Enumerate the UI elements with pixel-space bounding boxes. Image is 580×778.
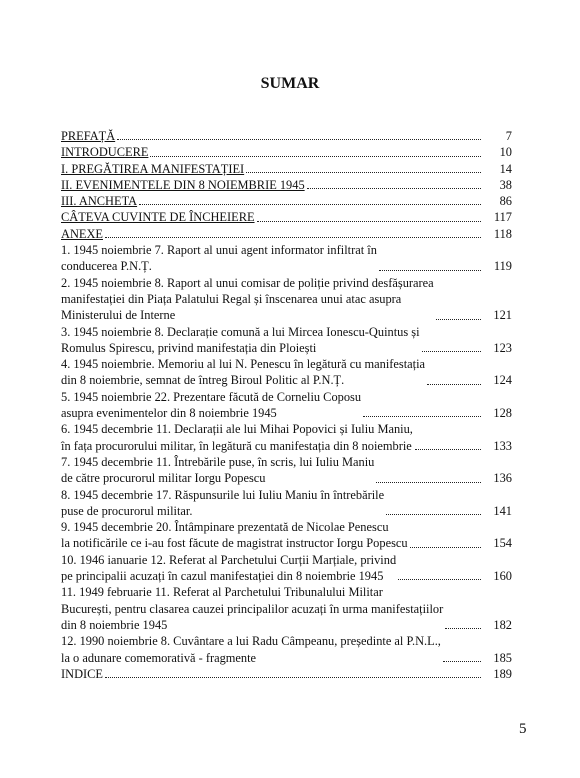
toc-entry-line: 1. 1945 noiembrie 7. Raport al unui agent informator infiltrat în	[61, 243, 377, 258]
toc-entry-title	[61, 242, 377, 275]
toc-entry-title	[61, 454, 374, 487]
toc-entry-line: 8. 1945 decembrie 17. Răspunsurile lui Iuliu Maniu în întrebările	[61, 487, 385, 502]
toc-entry-title	[61, 275, 434, 324]
toc-entry	[61, 193, 512, 209]
toc-page-number: 7	[505, 129, 512, 143]
toc-page-number: 185	[493, 650, 512, 665]
toc-entry-text	[61, 584, 482, 633]
toc-entry-title	[61, 161, 244, 177]
dot-leader	[398, 579, 481, 580]
toc-page-number: 189	[493, 666, 512, 681]
toc-entry-title	[61, 421, 413, 454]
toc-entry-text	[61, 389, 482, 422]
dot-leader	[105, 677, 481, 678]
toc-page-number: 128	[493, 406, 512, 421]
toc-page-number: 118	[493, 226, 512, 241]
toc-entry	[61, 487, 512, 520]
dot-leader	[376, 482, 481, 483]
toc-entry-line: Romulus Spirescu, privind manifestația din Ploiești	[61, 340, 317, 355]
toc-entry-line: 2. 1945 noiembrie 8. Raport al unui comisar de poliție privind desfășurarea	[61, 275, 434, 290]
toc-entry	[61, 552, 512, 585]
toc-page-number: 133	[493, 438, 512, 453]
dot-leader	[422, 351, 481, 352]
toc-entry	[61, 177, 512, 193]
toc-entry	[61, 144, 512, 160]
page-title: SUMAR	[260, 75, 320, 92]
toc-entry-line: 3. 1945 noiembrie 8. Declarație comună a lui Mircea Ionescu-Quintus și	[61, 324, 420, 339]
toc-entry-text	[61, 275, 482, 324]
toc-entry	[61, 209, 512, 225]
toc-page-number: 121	[493, 308, 512, 323]
toc-entry-title	[61, 324, 420, 357]
toc-entry-title	[61, 177, 305, 193]
toc-entry	[61, 519, 512, 552]
toc-entry-line: puse de procurorul militar.	[61, 503, 193, 518]
toc-page-number: 38	[499, 177, 512, 192]
toc-entry-line: 5. 1945 noiembrie 22. Prezentare făcută de Corneliu Coposu	[61, 389, 362, 404]
dot-leader	[436, 319, 481, 320]
toc-page-number: 141	[493, 503, 512, 518]
toc-entry-line: PREFAȚĂ	[61, 129, 116, 143]
toc-entry-line: conducerea P.N.Ț.	[61, 259, 152, 274]
dot-leader	[117, 139, 481, 140]
toc-entry-line: INTRODUCERE	[61, 145, 149, 160]
toc-entry-text	[61, 666, 482, 682]
toc-page-number: 117	[493, 210, 512, 225]
toc-entry-text	[61, 519, 482, 552]
toc-page-number: 182	[493, 617, 512, 632]
toc-entry	[61, 161, 512, 177]
toc-entry	[61, 454, 512, 487]
toc-entry-text	[61, 128, 482, 144]
toc-entry-line: la notificările ce i-au fost făcute de magistrat instructor Iorgu Popescu	[61, 536, 408, 551]
toc-entry-text	[61, 193, 482, 209]
toc-entry-line: 7. 1945 decembrie 11. Întrebările puse, în scris, lui Iuliu Maniu	[61, 454, 375, 469]
table-of-contents	[61, 128, 512, 682]
toc-entry-line: din 8 noiembrie, semnat de întreg Biroul Politic al P.N.Ț.	[61, 373, 345, 388]
toc-entry-line: în fața procurorului militar, în legătură cu manifestația din 8 noiembrie	[61, 438, 412, 453]
toc-entry	[61, 584, 512, 633]
toc-entry-line: 9. 1945 decembrie 20. Întâmpinare prezentată de Nicolae Penescu	[61, 520, 389, 535]
toc-entry-title	[61, 519, 408, 552]
dot-leader	[443, 661, 481, 662]
dot-leader	[150, 156, 481, 157]
toc-entry-line: I. PREGĂTIREA MANIFESTAȚIEI	[61, 161, 245, 176]
toc-entry-title	[61, 389, 361, 422]
toc-entry-title	[61, 144, 148, 160]
toc-entry-line: de către procurorul militar Iorgu Popescu	[61, 471, 266, 486]
toc-entry-text	[61, 356, 482, 389]
toc-entry-line: ANEXE	[61, 226, 103, 241]
toc-entry	[61, 324, 512, 357]
toc-entry	[61, 356, 512, 389]
toc-entry-text	[61, 161, 482, 177]
toc-page-number: 14	[499, 161, 512, 176]
toc-entry-title	[61, 226, 103, 242]
toc-entry-title	[61, 666, 103, 682]
toc-entry	[61, 421, 512, 454]
dot-leader	[363, 416, 481, 417]
toc-page-number: 154	[493, 536, 512, 551]
toc-entry	[61, 226, 512, 242]
toc-entry-text	[61, 552, 482, 585]
toc-entry-line: III. ANCHETA	[61, 194, 138, 209]
toc-entry-text	[61, 226, 482, 242]
toc-entry-text	[61, 487, 482, 520]
toc-entry-line: 11. 1949 februarie 11. Referat al Parchetului Tribunalului Militar	[61, 585, 383, 600]
dot-leader	[307, 188, 481, 189]
toc-entry	[61, 275, 512, 324]
dot-leader	[415, 449, 481, 450]
toc-entry	[61, 666, 512, 682]
toc-entry-line: pe principalii acuzați în cazul manifestației din 8 noiembrie 1945	[61, 569, 384, 584]
page-number: 5	[519, 721, 527, 737]
toc-entry-text	[61, 144, 482, 160]
toc-entry-text	[61, 242, 482, 275]
toc-entry-line: II. EVENIMENTELE DIN 8 NOIEMBRIE 1945	[61, 177, 305, 192]
toc-page-number: 119	[493, 259, 512, 274]
toc-entry-title	[61, 487, 384, 520]
toc-entry-line: asupra evenimentelor din 8 noiembrie 1945	[61, 406, 277, 421]
dot-leader	[246, 172, 481, 173]
toc-entry-title	[61, 633, 441, 666]
toc-entry-line: 4. 1945 noiembrie. Memoriu al lui N. Penescu în legătură cu manifestația	[61, 357, 426, 372]
toc-entry-line: CÂTEVA CUVINTE DE ÎNCHEIERE	[61, 210, 255, 225]
toc-entry-text	[61, 209, 482, 225]
toc-page-number: 86	[499, 194, 512, 209]
dot-leader	[410, 547, 481, 548]
toc-entry-title	[61, 209, 255, 225]
dot-leader	[379, 270, 481, 271]
toc-entry-title	[61, 356, 425, 389]
toc-entry-text	[61, 454, 482, 487]
dot-leader	[386, 514, 481, 515]
toc-entry-line: INDICE	[61, 666, 103, 681]
toc-page-number: 123	[493, 340, 512, 355]
toc-entry	[61, 242, 512, 275]
toc-entry-line: București, pentru clasarea cauzei principalilor acuzați în urma manifestațiilor	[61, 601, 444, 616]
toc-entry-line: din 8 noiembrie 1945	[61, 617, 168, 632]
toc-entry-title	[61, 193, 137, 209]
toc-entry	[61, 389, 512, 422]
toc-entry	[61, 128, 512, 144]
toc-entry-line: 10. 1946 ianuarie 12. Referat al Parchetului Curții Marțiale, privind	[61, 552, 397, 567]
toc-entry-title	[61, 128, 115, 144]
toc-entry-line: 12. 1990 noiembrie 8. Cuvântare a lui Radu Câmpeanu, președinte al P.N.L.,	[61, 634, 441, 649]
toc-entry-text	[61, 633, 482, 666]
toc-entry-line: Ministerului de Interne	[61, 308, 176, 323]
dot-leader	[105, 237, 481, 238]
toc-entry-line: la o adunare comemorativă - fragmente	[61, 650, 257, 665]
toc-entry-text	[61, 324, 482, 357]
toc-page-number: 124	[493, 373, 512, 388]
toc-entry-title	[61, 584, 443, 633]
toc-page-number: 10	[499, 145, 512, 160]
toc-page-number: 160	[493, 569, 512, 584]
toc-entry	[61, 633, 512, 666]
dot-leader	[139, 204, 481, 205]
toc-entry-title	[61, 552, 396, 585]
toc-entry-line: manifestației din Piața Palatului Regal și înscenarea unui atac asupra	[61, 291, 402, 306]
toc-entry-line: 6. 1945 decembrie 11. Declarații ale lui Mihai Popovici și Iuliu Maniu,	[61, 422, 413, 437]
toc-entry-text	[61, 177, 482, 193]
dot-leader	[427, 384, 481, 385]
toc-entry-text	[61, 421, 482, 454]
dot-leader	[257, 221, 481, 222]
toc-page-number: 136	[493, 471, 512, 486]
dot-leader	[445, 628, 481, 629]
